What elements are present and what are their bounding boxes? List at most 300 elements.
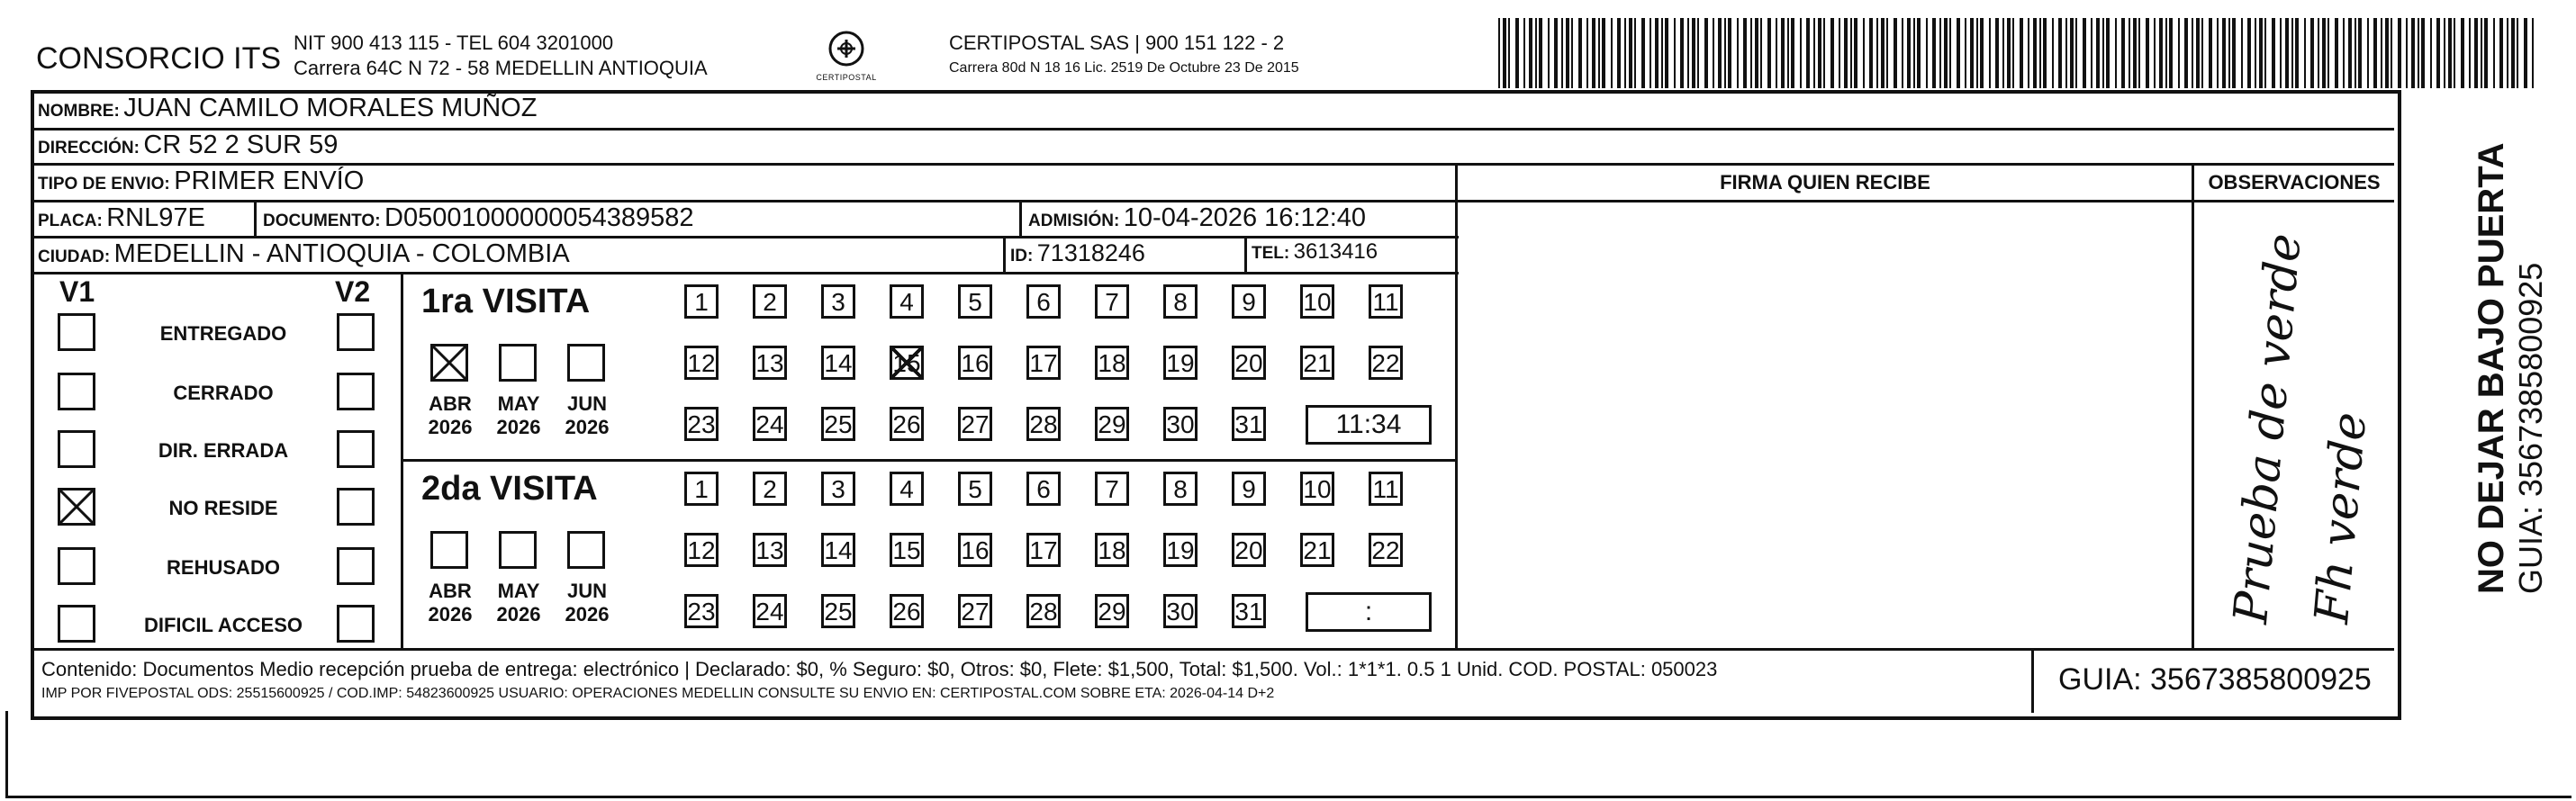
barcode-bar — [2280, 18, 2282, 88]
day-box[interactable]: 7 — [1095, 472, 1129, 506]
barcode-bar — [1680, 18, 1684, 88]
barcode-bar — [2096, 18, 2100, 88]
barcode-bar — [2184, 18, 2188, 88]
barcode-bar — [1598, 18, 1600, 88]
month-name: JUN — [566, 580, 607, 602]
barcode-bar — [1535, 18, 1537, 88]
certipostal-logo — [810, 29, 882, 95]
barcode-bar — [2083, 18, 2086, 88]
tipo-label: TIPO DE ENVIO: — [38, 175, 170, 194]
barcode-bar — [2411, 18, 2415, 88]
barcode-bar — [2222, 18, 2226, 88]
day-box[interactable]: 2 — [753, 284, 787, 319]
barcode-bar — [1529, 18, 1532, 88]
v1-checkbox-5[interactable] — [58, 605, 95, 643]
footer-rule — [31, 648, 2394, 651]
barcode-bar — [2209, 18, 2212, 88]
day-box[interactable]: 3 — [821, 284, 855, 319]
day-box[interactable]: 26 — [890, 594, 924, 628]
day-box[interactable]: 29 — [1095, 407, 1129, 441]
day-box[interactable]: 23 — [684, 407, 719, 441]
month-checkbox[interactable] — [430, 531, 468, 569]
barcode-bar — [2304, 18, 2306, 88]
day-box[interactable]: 22 — [1369, 533, 1403, 567]
barcode-bar — [1755, 18, 1758, 88]
day-box[interactable]: 20 — [1232, 346, 1266, 380]
day-box[interactable]: 17 — [1026, 533, 1061, 567]
id-value: 71318246 — [1036, 239, 1145, 266]
day-box[interactable]: 1 — [684, 284, 719, 319]
barcode-bar — [1737, 18, 1739, 88]
tel-cell — [1252, 239, 1378, 265]
v2-checkbox-4[interactable] — [337, 547, 375, 585]
day-box[interactable]: 21 — [1300, 346, 1334, 380]
barcode-bar — [2264, 18, 2266, 88]
barcode-bar — [2052, 18, 2054, 88]
month-year: 2026 — [565, 603, 610, 626]
barcode-bar — [1728, 18, 1731, 88]
barcode-bar — [1939, 18, 1941, 88]
barcode-bar — [1498, 18, 1500, 88]
month-year: 2026 — [565, 416, 610, 438]
month-checkbox[interactable] — [499, 344, 537, 382]
barcode-bar — [1957, 18, 1960, 88]
certipostal-info — [949, 31, 1299, 81]
month-label — [492, 392, 546, 439]
day-box[interactable]: 25 — [821, 407, 855, 441]
barcode-bar — [2474, 18, 2478, 88]
month-name: ABR — [429, 580, 472, 602]
day-box[interactable]: 30 — [1163, 594, 1198, 628]
barcode-bar — [2295, 18, 2299, 88]
barcode-bar — [2406, 18, 2408, 88]
barcode-bar — [1863, 18, 1865, 88]
direccion-label: DIRECCIÓN: — [38, 139, 140, 158]
day-box[interactable]: 7 — [1095, 284, 1129, 319]
day-box[interactable]: 26 — [890, 407, 924, 441]
visit-title: 1ra VISITA — [421, 283, 591, 320]
barcode-bar — [2232, 18, 2236, 88]
barcode-bar — [1976, 18, 1978, 88]
barcode-bar — [1876, 18, 1878, 88]
status-label: REHUSADO — [167, 556, 280, 579]
barcode-bar — [1944, 18, 1948, 88]
barcode-bar — [2373, 18, 2377, 88]
cert-line: CERTIPOSTAL SAS | 900 151 122 - 2 — [949, 32, 1285, 54]
company-info — [294, 31, 708, 81]
barcode-bar — [1760, 18, 1762, 88]
barcode-bar — [1850, 18, 1852, 88]
day-box[interactable]: 15 — [890, 533, 924, 567]
day-box[interactable]: 13 — [753, 346, 787, 380]
barcode-bar — [1830, 18, 1834, 88]
barcode-bar — [2020, 18, 2023, 88]
barcode-bar — [2075, 18, 2077, 88]
barcode-bar — [1839, 18, 1840, 88]
month-name: JUN — [566, 392, 607, 415]
barcode-bar — [2430, 18, 2432, 88]
barcode-bar — [2033, 18, 2037, 88]
barcode-bar — [1980, 18, 1984, 88]
barcode-bar — [1869, 18, 1873, 88]
barcode-bar — [2358, 18, 2362, 88]
barcode-bar — [1650, 18, 1651, 88]
month-name: ABR — [429, 392, 472, 415]
ciudad-label: CIUDAD: — [38, 248, 111, 266]
month-checkbox[interactable] — [430, 344, 468, 382]
barcode-bar — [2291, 18, 2293, 88]
ciudad-value: MEDELLIN - ANTIOQUIA - COLOMBIA — [113, 239, 570, 268]
barcode-bar — [2039, 18, 2041, 88]
id-cell — [1010, 239, 1145, 267]
barcode-bar — [1767, 18, 1771, 88]
barcode-bar — [1886, 18, 1888, 88]
barcode-bar — [2385, 18, 2389, 88]
placa-divider — [254, 200, 257, 238]
day-box[interactable]: 12 — [684, 346, 719, 380]
barcode-bar — [2454, 18, 2455, 88]
v1-checkbox-1[interactable] — [58, 373, 95, 410]
tel-divider — [1244, 236, 1247, 274]
barcode-bar — [1800, 18, 1802, 88]
day-box[interactable]: 11 — [1369, 284, 1403, 319]
v2-checkbox-0[interactable] — [337, 313, 375, 351]
month-year: 2026 — [428, 603, 473, 626]
barcode-bar — [2012, 18, 2014, 88]
month-year: 2026 — [496, 416, 541, 438]
day-box[interactable]: 13 — [753, 533, 787, 567]
barcode-bar — [1561, 18, 1563, 88]
barcode-bar — [1515, 18, 1519, 88]
barcode-bar — [2247, 18, 2251, 88]
barcode-bar — [2002, 18, 2004, 88]
month-name: MAY — [497, 580, 540, 602]
day-box[interactable]: 6 — [1026, 284, 1061, 319]
barcode-bar — [1503, 18, 1506, 88]
v2-checkbox-3[interactable] — [337, 488, 375, 526]
day-box[interactable]: 10 — [1300, 472, 1334, 506]
barcode-bar — [1629, 18, 1632, 88]
barcode-bar — [2381, 18, 2382, 88]
day-box[interactable]: 21 — [1300, 533, 1334, 567]
observaciones-header: OBSERVACIONES — [2208, 171, 2381, 194]
day-box[interactable]: 6 — [1026, 472, 1061, 506]
barcode-bar — [2217, 18, 2219, 88]
barcode-bar — [2418, 18, 2419, 88]
barcode-bar — [2524, 18, 2527, 88]
tipo-row — [38, 166, 364, 196]
barcode-bar — [1571, 18, 1573, 88]
side-guia: GUIA: 3567385800925 — [2512, 262, 2549, 594]
barcode-bar — [2159, 18, 2163, 88]
day-box[interactable]: 30 — [1163, 407, 1198, 441]
barcode-bar — [1995, 18, 1999, 88]
month-name: MAY — [497, 392, 540, 415]
barcode-bar — [1724, 18, 1726, 88]
barcode-bar — [1894, 18, 1897, 88]
barcode-bar — [1750, 18, 1752, 88]
day-box[interactable]: 5 — [958, 284, 992, 319]
firma-divider — [1455, 165, 1458, 650]
barcode-bar — [2028, 18, 2029, 88]
barcode-bar — [1624, 18, 1626, 88]
v1-checkbox-0[interactable] — [58, 313, 95, 351]
company-address: Carrera 64C N 72 - 58 MEDELLIN ANTIOQUIA — [294, 57, 708, 79]
barcode-bar — [2196, 18, 2200, 88]
day-box[interactable]: 5 — [958, 472, 992, 506]
barcode-bar — [1661, 18, 1663, 88]
barcode-bar — [1781, 18, 1785, 88]
barcode-bar — [1655, 18, 1659, 88]
status-label: DIFICIL ACCESO — [143, 614, 303, 636]
barcode-bar — [1823, 18, 1825, 88]
barcode-bar — [1902, 18, 1903, 88]
barcode-bar — [1743, 18, 1747, 88]
barcode-bar — [1989, 18, 1991, 88]
barcode-bar — [2511, 18, 2515, 88]
barcode-bar — [2228, 18, 2230, 88]
month-label — [423, 580, 477, 626]
barcode-bar — [2133, 18, 2137, 88]
day-box[interactable]: 18 — [1095, 533, 1129, 567]
day-box[interactable]: 16 — [958, 533, 992, 567]
barcode-bar — [1611, 18, 1613, 88]
v2-checkbox-2[interactable] — [337, 430, 375, 468]
placa-value: RNL97E — [106, 203, 205, 232]
day-box[interactable]: 19 — [1163, 346, 1198, 380]
day-box[interactable]: 17 — [1026, 346, 1061, 380]
barcode-bar — [1949, 18, 1951, 88]
admision-cell — [1028, 203, 1366, 233]
barcode-bar — [1713, 18, 1714, 88]
barcode-bar — [1718, 18, 1722, 88]
barcode-bar — [1539, 18, 1542, 88]
day-box[interactable]: 4 — [890, 472, 924, 506]
barcode-bar — [2121, 18, 2125, 88]
barcode-bar — [1813, 18, 1815, 88]
no-dejar-notice: NO DEJAR BAJO PUERTA — [2472, 142, 2511, 594]
barcode-bar — [1674, 18, 1676, 88]
barcode-bar — [1917, 18, 1921, 88]
barcode — [1498, 18, 2534, 88]
day-box[interactable]: 19 — [1163, 533, 1198, 567]
firma-head-rule — [1455, 200, 2192, 202]
day-box[interactable]: 25 — [821, 594, 855, 628]
barcode-bar — [2421, 18, 2425, 88]
barcode-bar — [2201, 18, 2203, 88]
barcode-bar — [2481, 18, 2482, 88]
barcode-bar — [1913, 18, 1915, 88]
barcode-bar — [2461, 18, 2464, 88]
barcode-bar — [2007, 18, 2011, 88]
day-box[interactable]: 9 — [1232, 472, 1266, 506]
barcode-bar — [2310, 18, 2314, 88]
day-box[interactable]: 15 — [890, 346, 924, 380]
day-box[interactable]: 24 — [753, 407, 787, 441]
documento-value: D05001000000054389582 — [384, 203, 694, 232]
barcode-bar — [2154, 18, 2156, 88]
barcode-bar — [2241, 18, 2243, 88]
day-box[interactable]: 31 — [1232, 407, 1266, 441]
month-year: 2026 — [496, 603, 541, 626]
rule-2 — [31, 163, 2394, 166]
status-label: CERRADO — [173, 382, 274, 404]
ciudad-cell — [38, 239, 570, 269]
barcode-bar — [2391, 18, 2392, 88]
barcode-bar — [2517, 18, 2518, 88]
id-label: ID: — [1010, 247, 1034, 266]
barcode-bar — [1926, 18, 1928, 88]
barcode-bar — [2348, 18, 2352, 88]
barcode-bar — [1592, 18, 1595, 88]
status-label: ENTREGADO — [159, 322, 287, 345]
visit-time-box[interactable]: 11:34 — [1306, 405, 1432, 445]
barcode-bar — [1844, 18, 1848, 88]
barcode-bar — [2367, 18, 2369, 88]
day-box[interactable]: 12 — [684, 533, 719, 567]
month-checkbox[interactable] — [499, 531, 537, 569]
handwritten-observation-1: Prueba de verde — [2224, 231, 2312, 626]
v2-checkbox-1[interactable] — [337, 373, 375, 410]
barcode-bar — [1818, 18, 1821, 88]
day-box[interactable]: 23 — [684, 594, 719, 628]
barcode-bar — [1806, 18, 1810, 88]
barcode-bar — [2493, 18, 2495, 88]
handwritten-observation-2: Fh verde — [2305, 410, 2378, 626]
logo-icon — [827, 29, 866, 68]
barcode-bar — [1791, 18, 1794, 88]
barcode-bar — [2115, 18, 2117, 88]
barcode-bar — [2058, 18, 2062, 88]
tel-value: 3613416 — [1293, 239, 1378, 264]
v1-checkbox-2[interactable] — [58, 430, 95, 468]
day-box[interactable]: 27 — [958, 594, 992, 628]
barcode-bar — [1704, 18, 1708, 88]
day-box[interactable]: 3 — [821, 472, 855, 506]
day-box[interactable]: 8 — [1163, 472, 1198, 506]
v1-header: V1 — [59, 275, 95, 308]
barcode-bar — [1697, 18, 1699, 88]
month-label — [560, 580, 614, 626]
day-box[interactable]: 16 — [958, 346, 992, 380]
day-box[interactable]: 22 — [1369, 346, 1403, 380]
barcode-bar — [2129, 18, 2130, 88]
id-divider — [1003, 236, 1006, 274]
day-box[interactable]: 11 — [1369, 472, 1403, 506]
v2-header: V2 — [335, 275, 371, 308]
rule-1 — [31, 128, 2394, 130]
barcode-bar — [2178, 18, 2180, 88]
barcode-bar — [2444, 18, 2445, 88]
month-label — [423, 392, 477, 439]
day-box[interactable]: 4 — [890, 284, 924, 319]
status-label: DIR. ERRADA — [158, 439, 289, 462]
v2-checkbox-5[interactable] — [337, 605, 375, 643]
logo-text: CERTIPOSTAL — [816, 73, 877, 82]
barcode-bar — [2448, 18, 2452, 88]
barcode-bar — [1578, 18, 1582, 88]
day-box[interactable]: 2 — [753, 472, 787, 506]
day-box[interactable]: 27 — [958, 407, 992, 441]
day-box[interactable]: 28 — [1026, 594, 1061, 628]
day-box[interactable]: 1 — [684, 472, 719, 506]
day-box[interactable]: 29 — [1095, 594, 1129, 628]
barcode-bar — [1687, 18, 1689, 88]
barcode-bar — [2532, 18, 2534, 88]
guia-divider — [2031, 650, 2034, 713]
barcode-bar — [1548, 18, 1550, 88]
day-box[interactable]: 8 — [1163, 284, 1198, 319]
month-checkbox[interactable] — [567, 531, 605, 569]
barcode-bar — [2484, 18, 2488, 88]
barcode-bar — [2259, 18, 2263, 88]
v1-checkbox-4[interactable] — [58, 547, 95, 585]
placa-cell — [38, 203, 205, 233]
tel-label: TEL: — [1252, 244, 1290, 263]
side-notice — [2472, 142, 2550, 594]
barcode-bar — [1508, 18, 1510, 88]
visit-divider — [401, 459, 1456, 462]
footer-contents: Contenido: Documentos Medio recepción prueba de entrega: electrónico | Declarado: $0, % Seguro: $0, Otros: $0, Flete: $1,500, Total: $1,500. Vol.: 1*1*1. 0.5 1 Unid. COD. POSTAL: 050023 — [41, 658, 1718, 680]
barcode-bar — [2065, 18, 2067, 88]
barcode-bar — [1617, 18, 1621, 88]
barcode-bar — [2272, 18, 2275, 88]
barcode-bar — [1554, 18, 1558, 88]
barcode-bar — [1907, 18, 1911, 88]
documento-label: DOCUMENTO: — [263, 212, 381, 230]
day-box[interactable]: 28 — [1026, 407, 1061, 441]
day-box[interactable]: 10 — [1300, 284, 1334, 319]
day-box[interactable]: 31 — [1232, 594, 1266, 628]
v1-checkbox-3[interactable] — [58, 488, 95, 526]
obs-divider — [2192, 165, 2194, 650]
barcode-bar — [2335, 18, 2338, 88]
barcode-bar — [2469, 18, 2471, 88]
admision-value: 10-04-2026 16:12:40 — [1123, 203, 1367, 232]
month-year: 2026 — [428, 416, 473, 438]
barcode-bar — [1566, 18, 1569, 88]
day-box[interactable]: 14 — [821, 346, 855, 380]
barcode-bar — [1602, 18, 1605, 88]
barcode-bar — [2192, 18, 2193, 88]
barcode-bar — [2165, 18, 2167, 88]
day-box[interactable]: 14 — [821, 533, 855, 567]
barcode-bar — [2343, 18, 2345, 88]
month-label — [560, 392, 614, 439]
barcode-bar — [2043, 18, 2047, 88]
day-box[interactable]: 9 — [1232, 284, 1266, 319]
month-checkbox[interactable] — [567, 344, 605, 382]
visit-title: 2da VISITA — [421, 470, 598, 508]
nombre-row — [38, 94, 537, 123]
day-box[interactable]: 24 — [753, 594, 787, 628]
barcode-bar — [2091, 18, 2092, 88]
day-box[interactable]: 20 — [1232, 533, 1266, 567]
barcode-bar — [1881, 18, 1885, 88]
barcode-bar — [1692, 18, 1695, 88]
company-name: CONSORCIO ITS — [36, 41, 282, 76]
page-left-rule — [5, 711, 8, 796]
page-bottom-rule — [5, 796, 2571, 798]
firma-header: FIRMA QUIEN RECIBE — [1720, 171, 1930, 194]
barcode-bar — [2499, 18, 2503, 88]
visit-time-box[interactable]: : — [1306, 592, 1432, 632]
barcode-bar — [1586, 18, 1588, 88]
barcode-bar — [2327, 18, 2329, 88]
nombre-value: JUAN CAMILO MORALES MUÑOZ — [123, 94, 538, 122]
day-box[interactable]: 18 — [1095, 346, 1129, 380]
barcode-bar — [2318, 18, 2319, 88]
